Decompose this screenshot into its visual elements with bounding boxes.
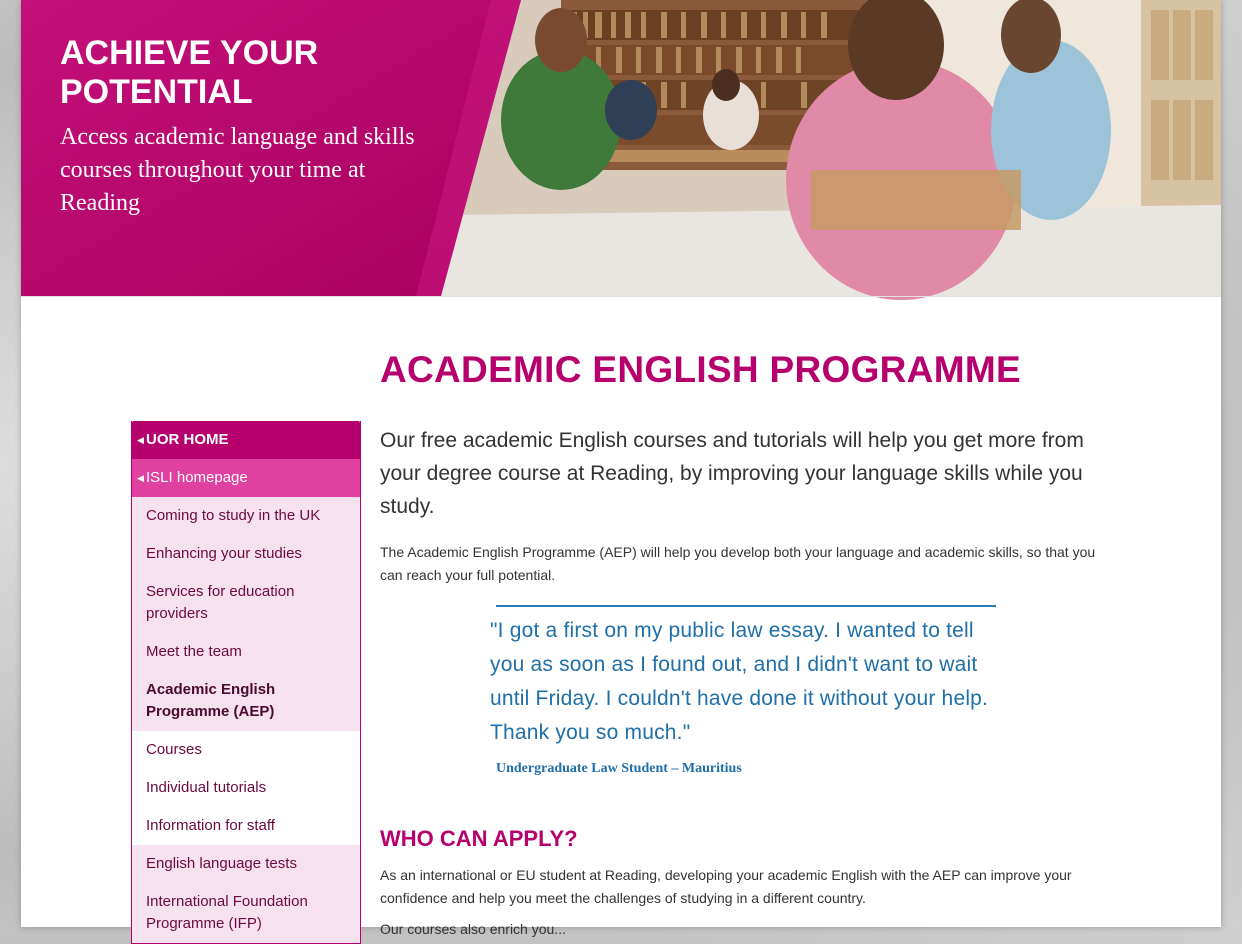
sidebar-item-enhancing-studies[interactable]: Enhancing your studies (132, 535, 360, 573)
sidebar-item-english-tests[interactable]: English language tests (132, 845, 360, 883)
sidebar-item-info-staff[interactable]: Information for staff (132, 807, 360, 845)
page-container (21, 0, 1221, 937)
sidebar-item-coming-to-study[interactable]: Coming to study in the UK (132, 497, 360, 535)
hero-banner (21, 0, 1221, 296)
sidebar-item-services-providers[interactable]: Services for education providers (132, 573, 360, 633)
page-title: ACADEMIC ENGLISH PROGRAMME (380, 349, 1021, 390)
caret-left-icon: ◀ (137, 435, 144, 445)
testimonial-attribution: Undergraduate Law Student – Mauritius (496, 761, 742, 776)
sidebar-item-label: ISLI homepage (146, 469, 248, 486)
sidebar-item-label: UOR HOME (146, 431, 229, 448)
quote-divider (496, 605, 996, 607)
who-can-apply-paragraph: As an international or EU student at Reading, developing your academic English with the AEP can improve your confidence and help you meet the challenges of studying in a different country. (380, 867, 1072, 906)
sidebar-item-courses[interactable]: Courses (132, 731, 360, 769)
sidebar-item-uor-home[interactable] (132, 421, 360, 459)
hero-divider (21, 296, 1221, 297)
sidebar-item-ifp[interactable]: International Foundation Programme (IFP) (132, 883, 360, 943)
intro-paragraph: The Academic English Programme (AEP) will help you develop both your language and academic skills, so that you can reach your full potential. (380, 544, 1096, 583)
hero-title: ACHIEVE YOUR POTENTIAL (60, 34, 319, 111)
caret-left-icon: ◀ (137, 473, 144, 483)
sidebar-nav (131, 421, 361, 944)
sidebar-item-aep-current[interactable]: Academic English Programme (AEP) (132, 671, 360, 731)
intro-lede: Our free academic English courses and tutorials will help you get more from your degree course at Reading, by improving your language skills while you study. (380, 429, 1084, 518)
hero-subtitle: Access academic language and skills courses throughout your time at Reading (60, 124, 415, 216)
followup-paragraph: Our courses also enrich you... (380, 921, 566, 937)
sidebar-item-individual-tutorials[interactable]: Individual tutorials (132, 769, 360, 807)
sidebar-item-isli-homepage[interactable] (132, 459, 360, 497)
sidebar-item-meet-team[interactable]: Meet the team (132, 633, 360, 671)
testimonial-quote: "I got a first on my public law essay. I wanted to tell you as soon as I found out, and I didn't want to wait until Friday. I couldn't have done it without your help. Thank you so much." (490, 619, 989, 744)
section-heading-who-can-apply: WHO CAN APPLY? (380, 826, 578, 851)
